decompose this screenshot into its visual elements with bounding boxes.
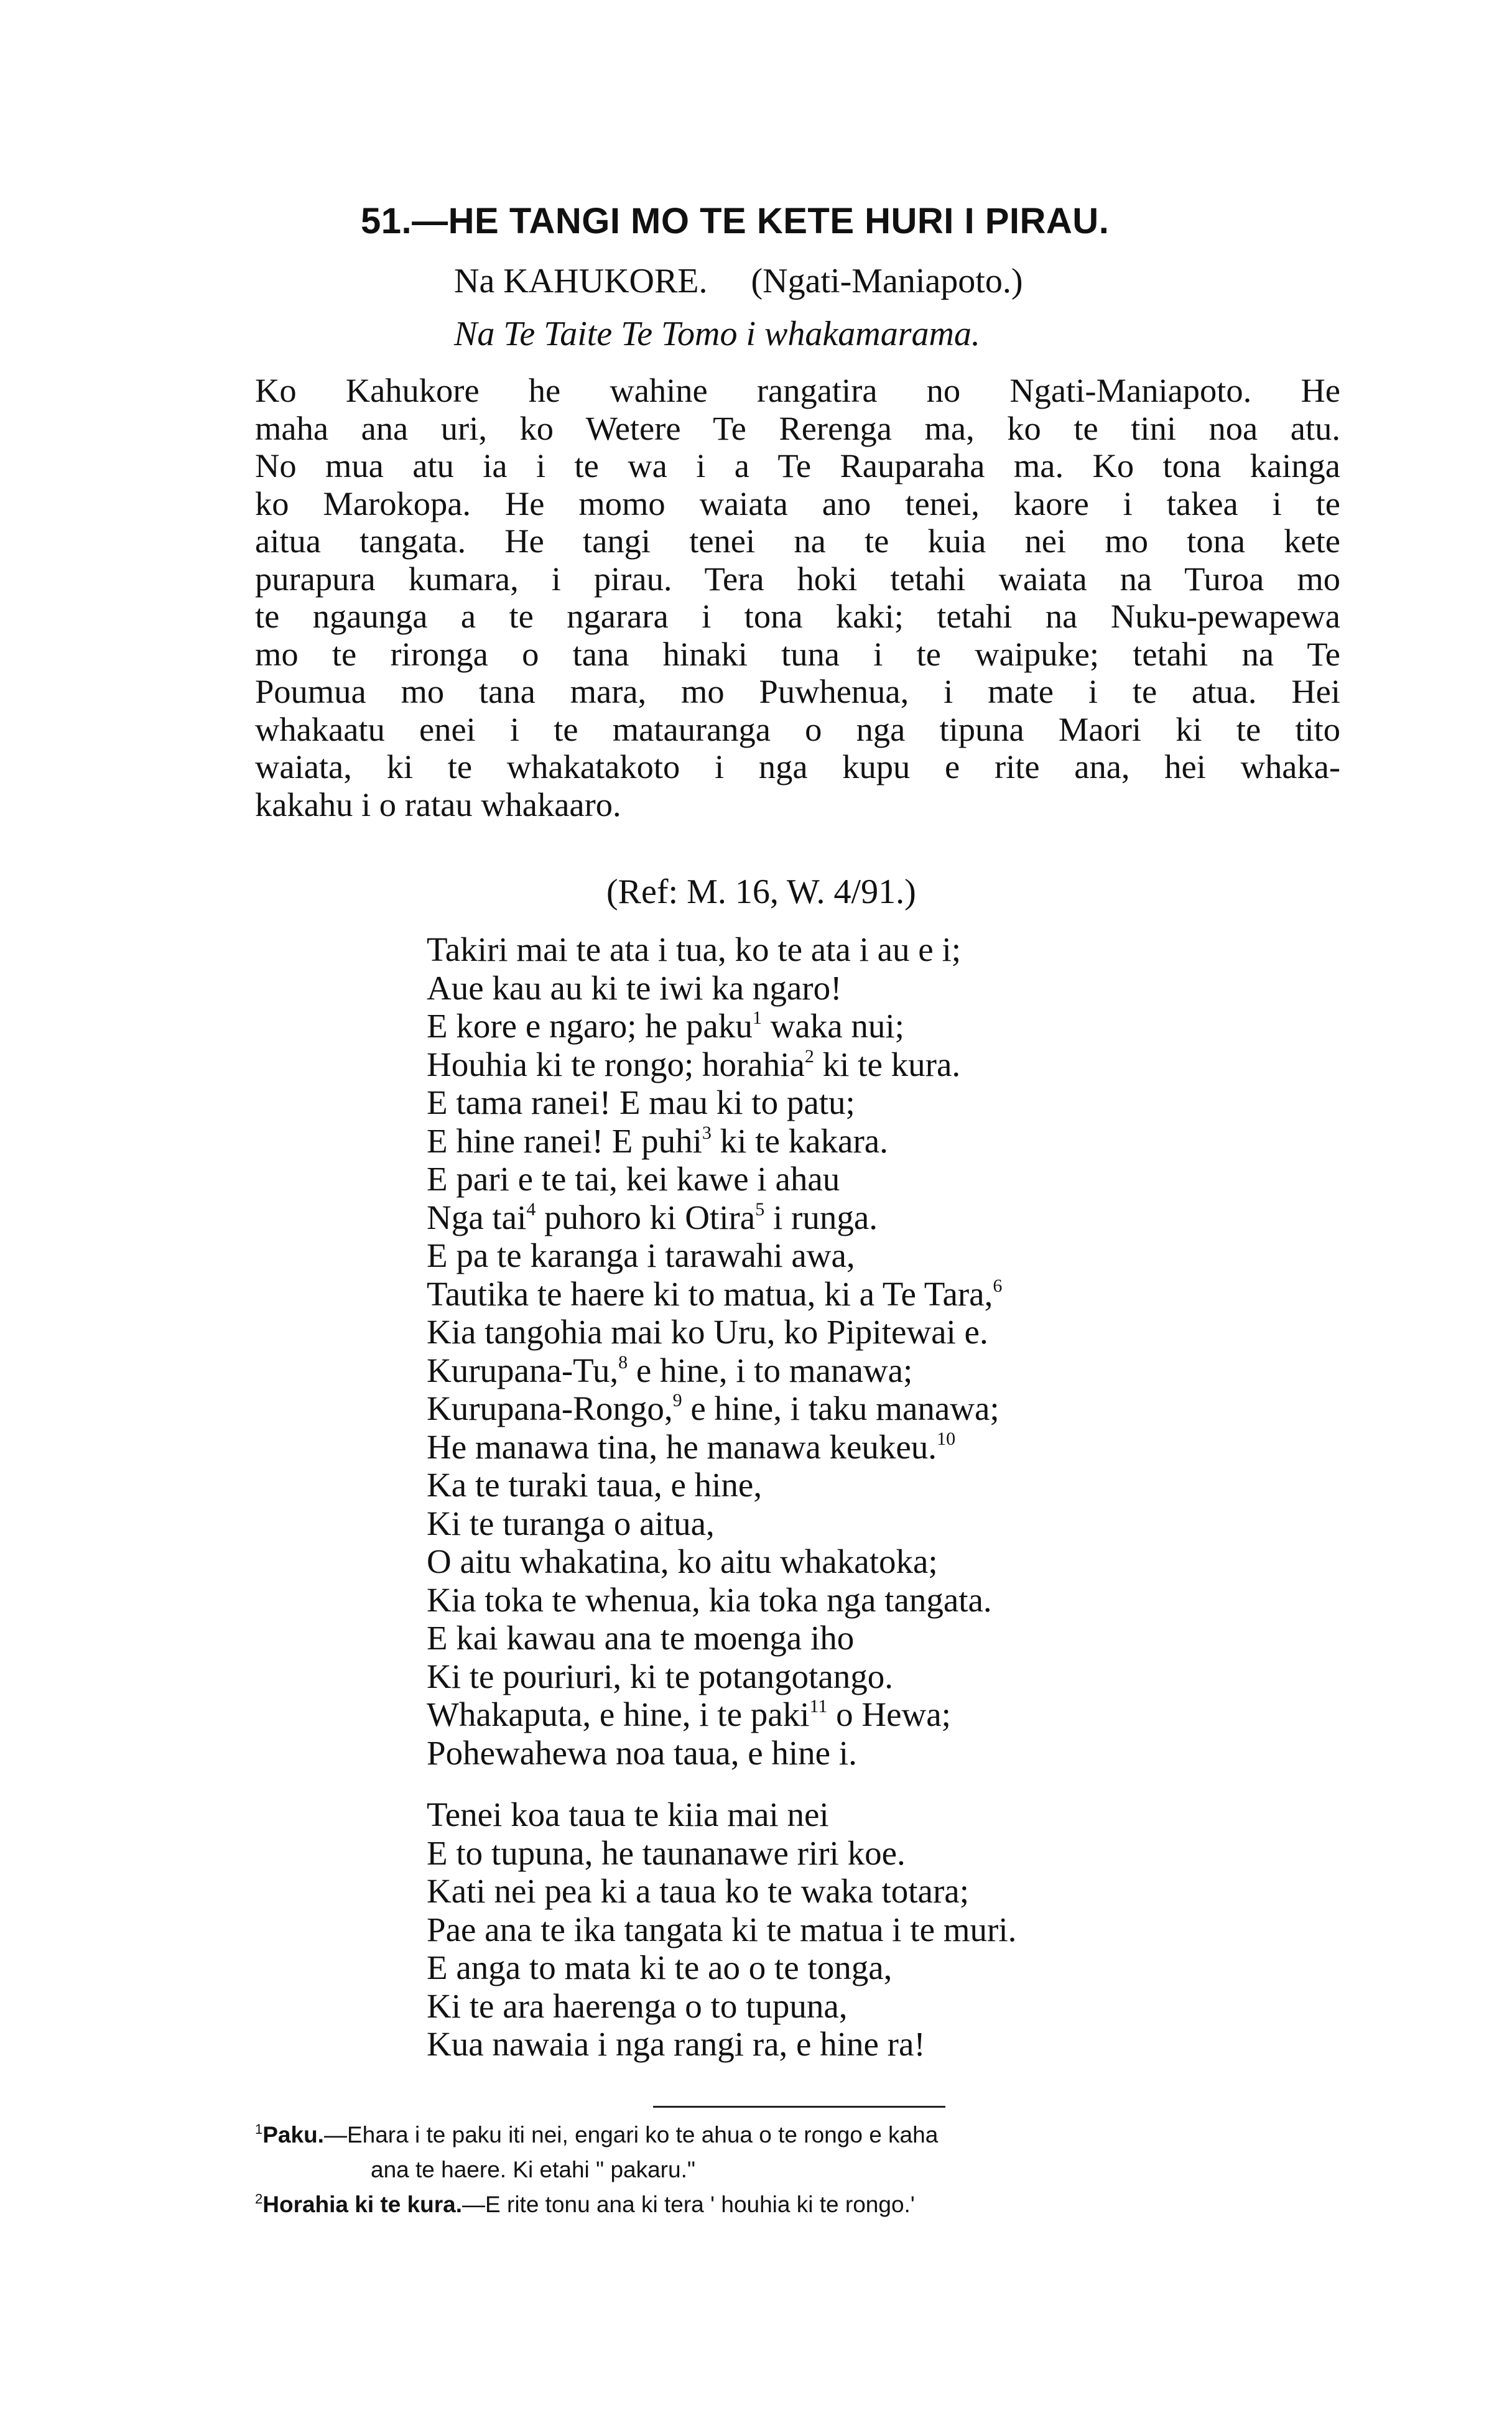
footnote-ref: 4 [526, 1198, 536, 1220]
footnote-1: $^1$Paku.—Ehara i te paku iti nei, engari ko te ahua o te rongo e kaha [255, 2121, 939, 2148]
verse-line: E kore e ngaro; he paku$^1$ waka nui; [427, 1007, 904, 1045]
verse-line: Whakaputa, e hine, i te paki$^{11}$ o Hewa; [427, 1695, 951, 1733]
intro-line: Ko Kahukore he wahine rangatira no Ngati-Maniapoto. He [255, 371, 1340, 409]
footnote-divider [653, 2106, 945, 2108]
verse-line: Ka te turaki taua, e hine, [427, 1466, 763, 1504]
footnote-ref: 3 [702, 1122, 712, 1143]
verse-line: E pari e te tai, kei kawe i ahau [427, 1160, 840, 1198]
author-line [454, 261, 1263, 301]
verse-line: Tenei koa taua te kiia mai nei [427, 1796, 829, 1833]
verse-line: E hine ranei! E puhi$^3$ ki te kakara. [427, 1121, 888, 1160]
intro-line: whakaatu enei i te matauranga o nga tipuna Maori ki te tito [255, 710, 1340, 748]
intro-line: kakahu i o ratau whakaaro. [255, 785, 621, 823]
verse-line: E pa te karanga i tarawahi awa, [427, 1236, 855, 1274]
song-title: 51.—HE TANGI MO TE KETE HURI I PIRAU. [361, 201, 1110, 241]
intro-line: aitua tangata. He tangi tenei na te kuia nei mo tona kete [255, 522, 1340, 560]
verse-line: Kia toka te whenua, kia toka nga tangata. [427, 1580, 992, 1619]
footnote-2: $^2$Horahia ki te kura.—E rite tonu ana ki tera ' houhia ki te rongo.' [255, 2191, 915, 2217]
verse-line: E to tupuna, he taunanawe riri koe. [427, 1833, 906, 1872]
verse-line: Kurupana-Tu,$^8$ e hine, i to manawa; [427, 1351, 913, 1389]
verse-line: Aue kau au ki te iwi ka ngaro! [427, 968, 842, 1007]
footnote-ref: 10 [937, 1428, 956, 1449]
stanza-1 [427, 930, 1360, 1772]
verse-line: Kurupana-Rongo,$^9$ e hine, i taku manawa; [427, 1389, 999, 1427]
intro-paragraph [255, 372, 1340, 823]
intro-line: te ngaunga a te ngarara i tona kaki; tetahi na Nuku-pewapewa [255, 597, 1340, 635]
footnote-term: Paku. [262, 2122, 324, 2148]
verse-line: Ki te pouriuri, ki te potangotango. [427, 1657, 893, 1695]
verse-line: E anga to mata ki te ao o te tonga, [427, 1948, 893, 1986]
intro-line: Poumua mo tana mara, mo Puwhenua, i mate i te atua. Hei [255, 672, 1340, 710]
intro-line: No mua atu ia i te wa i a Te Rauparaha ma. Ko tona kainga [255, 447, 1340, 484]
footnote-ref: 8 [618, 1351, 628, 1373]
footnote-term: Horahia ki te kura. [262, 2192, 463, 2217]
intro-line: waiata, ki te whakatakoto i nga kupu e rite ana, hei whaka- [255, 748, 1340, 785]
verse-line: Ki te turanga o aitua, [427, 1504, 715, 1542]
verse-line: Kua nawaia i nga rangi ra, e hine ra! [427, 2025, 925, 2063]
reference-note: (Ref: M. 16, W. 4/91.) [606, 873, 916, 911]
footnote-ref: 1 [752, 1008, 762, 1028]
verse-line: E kai kawau ana te moenga iho [427, 1619, 855, 1657]
tribe-name: (Ngati-Maniapoto.) [751, 262, 1023, 300]
verse-line: Houhia ki te rongo; horahia$^2$ ki te kura. [427, 1045, 961, 1083]
verse-line: Ki te ara haerenga o to tupuna, [427, 1986, 848, 2025]
footnotes [255, 2118, 1375, 2222]
author-name: Na KAHUKORE. [454, 262, 708, 300]
verse-line: Tautika te haere ki to matua, ki a Te Tara,$^6$ [427, 1274, 1003, 1313]
verse-line: Kia tangohia mai ko Uru, ko Pipitewai e. [427, 1313, 988, 1351]
explanation-credit: Na Te Taite Te Tomo i whakamarama. [454, 315, 980, 353]
footnote-ref: 6 [993, 1275, 1003, 1296]
intro-line: ko Marokopa. He momo waiata ano tenei, kaore i takea i te [255, 484, 1340, 522]
verse-line: Pae ana te ika tangata ki te matua i te muri. [427, 1910, 1017, 1948]
stanza-2 [427, 1796, 1360, 2064]
footnote-ref: 11 [809, 1696, 828, 1717]
verse-line: Pohewahewa noa taua, e hine i. [427, 1733, 857, 1772]
footnote-ref: 9 [672, 1390, 682, 1411]
verse-line: O aitu whakatina, ko aitu whakatoka; [427, 1542, 938, 1580]
footnote-ref: 5 [755, 1198, 765, 1220]
verse-line: Takiri mai te ata i tua, ko te ata i au e i; [427, 930, 961, 968]
intro-line: maha ana uri, ko Wetere Te Rerenga ma, ko te tini noa atu. [255, 409, 1340, 447]
intro-line: purapura kumara, i pirau. Tera hoki tetahi waiata na Turoa mo [255, 559, 1340, 598]
verse-line: He manawa tina, he manawa keukeu.$^{10}$ [427, 1427, 956, 1466]
verse-line: Kati nei pea ki a taua ko te waka totara; [427, 1872, 969, 1910]
verse-line: E tama ranei! E mau ki to patu; [427, 1083, 855, 1121]
footnote-ref: 2 [804, 1045, 814, 1067]
intro-line: mo te rironga o tana hinaki tuna i te waipuke; tetahi na Te [255, 634, 1340, 673]
verse-line: Nga tai$^4$ puhoro ki Otira$^5$ i runga. [427, 1198, 878, 1236]
footnote-1-continued: ana te haere. Ki etahi " pakaru." [371, 2157, 695, 2182]
